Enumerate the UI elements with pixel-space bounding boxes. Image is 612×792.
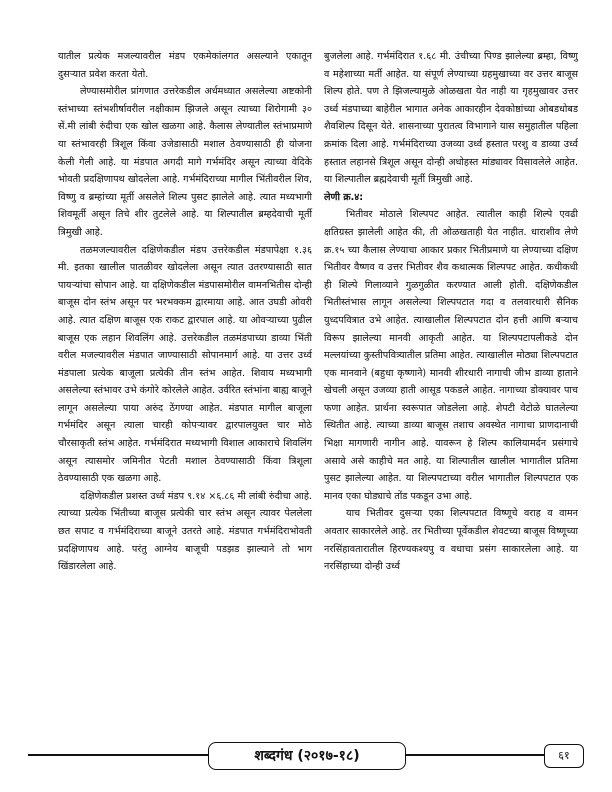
paragraph: तळमजल्यावरील दक्षिणेकडील मंडप उत्तरेकडील मंडपापेक्षा १.३६ मी. इतका खालील पातळीवर खोदलेला असून त्यात उतरण्यासाठी सात पायऱ्यांचा सोपान आहे. या दक्षिणेकडील मंडपासमोरील वामनभितीस दोन्ही बाजूस दोन स्तंभ असून पर भरभक्कम द्वारमाया आहे. आत उघडी ओवरी आहे. त्यात दक्षिण बाजूस एक राकट द्वारपाल आहे. या ओवऱ्याच्या पुढील बाजूस एक लहान शिवलिंग आहे. उत्तरेकडील तळमंडपाच्या डाव्या भिंती वरील मजल्यावरील मंडपात जाण्यासाठी सोपानमार्ग आहे. या उत्तर उर्ध्व मंडपाला प्रत्येक बाजूला प्रत्येकी तीन स्तंभ आहेत. शिवाय मध्यभागी असलेल्या स्तंभावर उभे कंगोरे कोरलेले आहेत. उर्वरित स्तंभांना बाह्य बाजूने लागून असलेल्या पाया अरुंद ठेंगण्या आहेत. मंडपात मागील बाजूला गर्भमंदिर असून त्याला चारही कोपऱ्यावर द्वारपालयुक्त चार मोठे चौरसाकृती स्तंभ आहेत. गर्भमंदिरात मध्यभागी विशाल आकाराचे शिवलिंग असून त्यासमोर जमिनीत पेटती मशाल ठेवण्यासाठी किंवा त्रिशूला ठेवण्यासाठी एक खळगा आहे.	[58, 244, 312, 485]
paragraph: लेण्यासमोरील प्रांगणात उत्तरेकडील अर्धमध्यात असलेल्या अष्टकोनी स्तंभाच्या स्तंभशीर्षावरील नक्षीकाम झिजले असून त्याच्या शिरोगामी ३० सें.मी लांबी रुंदीचा एक खोल खळगा आहे. कैलास लेण्यातील स्तंभाप्रमाणे या स्तंभावरही त्रिशूल किंवा उजेडासाठी मशाल ठेवण्यासाठी ही योजना केली गेली आहे. या मंडपात अगदी मागे गर्भमंदिर असून त्याच्या वेदिके भोवती प्रदक्षिणापथ खोदलेला आहे. गर्भमंदिराच्या मागील भिंतीवरील शिव, विष्णु व ब्रम्हांच्या मूर्ती असलेले शिल्प पुसट झालेले आहे. त्यात मध्यभागी शिवमूर्ती असून तिचे शीर तुटलेले आहे. या शिल्पातील ब्रम्हदेवाची मूर्ती त्रिमुखी आहे.	[58, 86, 312, 238]
paragraph: भितीवर मोठाले शिल्पपट आहेत. त्यातील काही शिल्पे एवढी क्षतिग्रस्त झालेली आहेत की, ती ओळखताही येत नाहीत. धाराशीव लेणे क्र.१५ च्या कैलास लेण्याचा आकार प्रकार भितीप्रमाणे या लेण्याच्या दक्षिण भितीवर वैष्णव व उत्तर भितीवर शैव कथात्मक शिल्पपट आहेत. कधीकधी ही शिल्पे गिलाव्याने गुळगुळीत करण्यात आली होती. दक्षिणेकडील भितीस्तंभास लागून असलेल्या शिल्पपटात गदा व तलवारधारी सैनिक युध्दपवित्रात उभे आहेत. त्याखालील शिल्पपटात दोन हत्ती आणि बऱ्याच विरूप झालेल्या मानवी आकृती आहेत. या शिल्पपटापलीकडे दोन मल्लयांच्या कुस्तीपवित्र्यातील प्रतिमा आहेत. त्याखालील मोठ्या शिल्पपटात एक मानवाने (बहुधा कृष्णाने) मानवी शीरधारी नागाची जीभ डाव्या हाताने खेचली असून उजव्या हाती आसूड पकडले आहेत. नागाच्या डोक्यावर पाच फणा आहेत. प्रार्थना स्वरूपात जोडलेला आहे. शेपटी वेटोळे घातलेल्या स्थितीत आहे. त्याच्या डाव्या बाजूस तशाच अवस्थेत नागाचा प्राणदानाची भिक्षा मागणारी नागीन आहे. यावरून हे शिल्प कालियामर्दन प्रसंगाचे असावे असे काहीचे मत आहे. या शिल्पातील खालील भागातील प्रतिमा पुसट झालेल्या आहेत. या शिल्पपटाच्या वरील भागातील शिल्पपटात एक मानव एका घोड्याचे तोंड पकडून उभा आहे.	[324, 209, 578, 502]
page-footer	[28, 740, 584, 772]
left-column	[58, 48, 312, 576]
publication-title: शब्दगंध (२०१७-१८)	[208, 742, 406, 770]
section-heading: लेणी क्र.४:	[324, 191, 364, 203]
right-column	[324, 48, 578, 576]
paragraph: याच भितीवर दुसऱ्या एका शिल्पपटात विष्णूचे वराह व वामन अवतार साकारलेले आहे. तर भितीच्या पूर्वेकडील शेवटच्या बाजूस विष्णूच्या नरसिंहावतारातील हिरण्यकश्यपु व वधाचा प्रसंग साकारलेला आहे. या नरसिंहाच्या दोन्ही उर्ध्व	[324, 508, 578, 573]
paragraph: बुजलेला आहे. गर्भमंदिरात १.६८ मी. उंचीच्या पिण्ड झालेल्या ब्रम्हा, विष्णु व महेशाच्या मर्ती आहेत. या संपूर्ण लेण्याच्या ग्रहमुखाच्या वर उत्तर बाजूस शिल्प होते. पण ते झिजल्यामुळे ओळखता येत नाही या गृहमुखावर उत्तर उर्ध्व मंडपाच्या बाहेरील भागात अनेक आकारहीन देवकोष्ठांच्या ओबडधोबड शैवशिल्प दिसून येते. शासनाच्या पुरातत्व विभागाने यास समुहातील पहिला क्रमांक दिला आहे. गर्भमंदिराच्या उजव्या उर्ध्व हस्तात परशु व डाव्या उर्ध्व हस्तात लहानसे त्रिशूल असून दोन्ही अधोहस्त मांड्यावर विसावलेले आहेत. या शिल्पातील ब्रह्मदेवाची मूर्ती त्रिमुखी आहे.	[324, 51, 578, 186]
paragraph: यातील प्रत्येक मजल्यावरील मंडप एकमेकांलगत असल्याने एकातून दुसऱ्यात प्रवेश करता येतो.	[58, 51, 312, 80]
paragraph: दक्षिणेकडील प्रशस्त उर्ध्व मंडप ९.१४ ×६.८६ मी लांबी रुंदीचा आहे. त्याच्या प्रत्येक भिंतीच्या बाजूस प्रत्येकी चार स्तंभ असून त्यावर पेललेला छत सपाट व गर्भमंदिराच्या बाजूने उतरते आहे. मंडपात गर्भमंदिराभोवती प्रदक्षिणापथ आहे. परंतु आग्नेय बाजूची पडझड झाल्याने तो भाग खिंडारलेला आहे.	[58, 490, 312, 573]
page-number: ६१	[544, 744, 584, 768]
